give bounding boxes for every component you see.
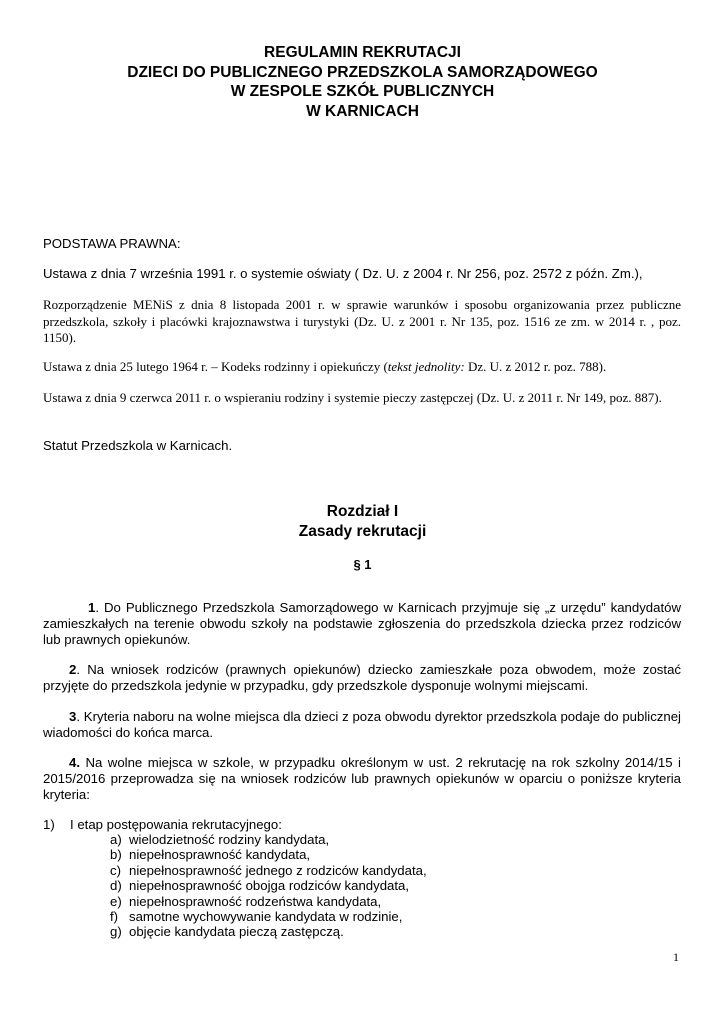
list-item-letter: f) [110, 909, 119, 925]
list-item-letter: c) [110, 862, 121, 878]
legal-basis-item-3 [43, 359, 681, 376]
legal-basis-item-3-italic: tekst jednolity: [387, 359, 465, 374]
point-1-text: . Do Publicznego Przedszkola Samorządowego w Karnicach przyjmuje się „z urzędu” kandydatów zamieszkałych na terenie obwodu szkoły na podstawie zgłoszenia do przedszkola dziecka przez rodziców lub prawnych opiekunów. [43, 600, 681, 647]
list-item [110, 832, 427, 847]
list-item [110, 847, 427, 862]
legal-basis-item-3-a: Ustawa z dnia 25 lutego 1964 r. – Kodeks rodzinny i opiekuńczy ( [43, 359, 388, 374]
list-item [110, 863, 427, 878]
point-1 [43, 600, 681, 648]
point-1-number: 1 [88, 600, 96, 615]
chapter-name: Zasady rekrutacji [298, 523, 427, 540]
stage-1-number: 1) [43, 817, 55, 832]
point-3-number: 3 [69, 709, 77, 724]
title-line-1: REGULAMIN REKRUTACJI [264, 44, 461, 61]
page-number: 1 [673, 950, 679, 964]
point-4-text: Na wolne miejsca w szkole, w przypadku określonym w ust. 2 rekrutację na rok szkolny 2014/15 i 2015/2016 przeprowadza się na wniosek rodziców lub prawnych opiekunów w oparciu o poniższe kryteria kryteria: [43, 755, 681, 802]
list-item [110, 894, 427, 909]
list-item-text: niepełnosprawność rodzeństwa kandydata, [129, 893, 382, 909]
list-item-text: niepełnosprawność kandydata, [129, 847, 311, 863]
list-item-text: niepełnosprawność obojga rodziców kandydata, [129, 878, 410, 894]
list-item-text: samotne wychowywanie kandydata w rodzinie, [129, 909, 403, 925]
list-item [110, 878, 427, 893]
legal-basis-item-2: Rozporządzenie MENiS z dnia 8 listopada 2001 r. w sprawie warunków i sposobu organizowania przez publiczne przedszkola, szkoły i placówki krajoznawstwa i turystyki (Dz. U. z 2001 r. Nr 135, poz. 1516 ze zm. w 2014 r. , poz. 1150). [43, 297, 681, 345]
point-3 [43, 709, 681, 741]
point-4 [43, 755, 681, 803]
point-3-text: . Kryteria naboru na wolne miejsca dla dzieci z poza obwodu dyrektor przedszkola podaje do publicznej wiadomości do końca marca. [43, 709, 681, 740]
list-item-letter: d) [110, 878, 122, 894]
point-2-text: . Na wniosek rodziców (prawnych opiekunów) dziecko zamieszkałe poza obwodem, może zostać przyjęte do przedszkola jedynie w przypadku, gdy przedszkole dysponuje wolnymi miejscami. [43, 662, 681, 693]
legal-basis-item-1: Ustawa z dnia 7 września 1991 r. o systemie oświaty ( Dz. U. z 2004 r. Nr 256, poz. 2572 z późn. Zm.), [43, 266, 643, 281]
list-item-text: niepełnosprawność jednego z rodziców kandydata, [129, 862, 427, 878]
title-line-4: W KARNICACH [306, 102, 419, 120]
stage-1-label: I etap postępowania rekrutacyjnego: [70, 817, 282, 832]
point-2 [43, 662, 681, 694]
document-title [0, 43, 725, 121]
list-item [110, 924, 427, 939]
legal-basis-heading: PODSTAWA PRAWNA: [43, 236, 181, 251]
legal-basis-item-3-b: Dz. U. z 2012 r. poz. 788). [464, 359, 607, 374]
title-line-3: W ZESPOLE SZKÓŁ PUBLICZNYCH [230, 83, 495, 100]
chapter-number: Rozdział I [326, 503, 399, 520]
legal-basis-item-4: Ustawa z dnia 9 czerwca 2011 r. o wspieraniu rodziny i systemie pieczy zastępczej (Dz. U. z 2011 r. Nr 149, poz. 887). [43, 390, 662, 405]
list-item-letter: b) [110, 847, 122, 863]
point-4-number: 4. [69, 755, 80, 770]
point-2-number: 2 [69, 662, 77, 677]
list-item-letter: e) [110, 893, 122, 909]
list-item [110, 909, 427, 924]
list-item-letter: g) [110, 924, 122, 940]
list-item-text: objęcie kandydata pieczą zastępczą. [129, 924, 344, 940]
title-line-2: DZIECI DO PUBLICZNEGO PRZEDSZKOLA SAMORZĄDOWEGO [127, 63, 598, 81]
legal-basis-item-5: Statut Przedszkola w Karnicach. [43, 438, 233, 453]
criteria-list [110, 832, 427, 940]
section-sign: § 1 [353, 557, 372, 572]
list-item-letter: a) [110, 832, 122, 847]
list-item-text: wielodzietność rodziny kandydata, [129, 832, 330, 847]
stage-1 [43, 817, 282, 833]
